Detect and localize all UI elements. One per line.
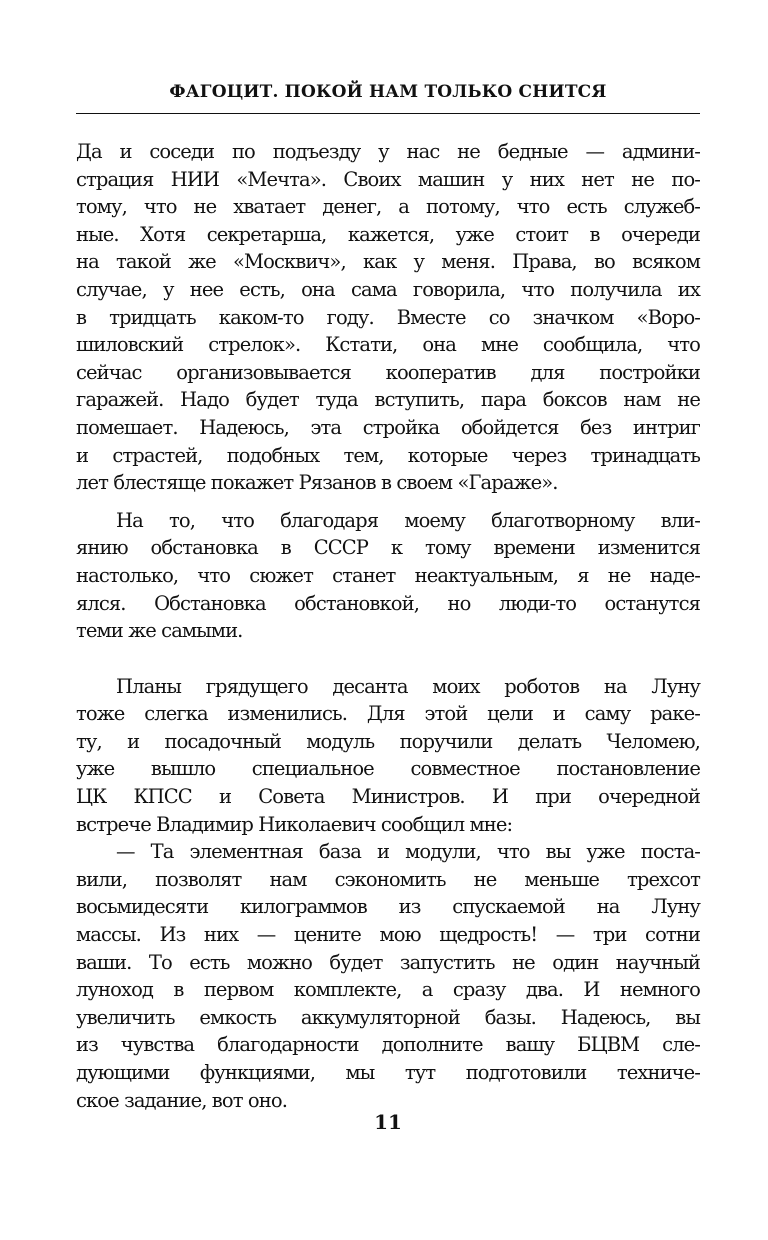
text-line: — Та элементная база и модули, что вы уже поста- — [116, 840, 700, 864]
paragraph-3 — [76, 673, 700, 839]
text-line: ское задание, вот оно. — [76, 1088, 287, 1112]
text-line: сейчас организовывается кооператив для постройки — [76, 360, 700, 384]
text-line: Планы грядущего десанта моих роботов на Луну — [116, 674, 700, 698]
text-line: ту, и посадочный модуль поручили делать Челомею, — [76, 729, 700, 753]
text-line: луноход в первом комплекте, а сразу два. И немного — [76, 978, 700, 1002]
text-line: теми же самыми. — [76, 619, 243, 643]
text-line: шиловский стрелок». Кстати, она мне сообщила, что — [76, 333, 700, 357]
paragraph-4 — [76, 838, 700, 1114]
text-line: встрече Владимир Николаевич сообщил мне: — [76, 812, 513, 836]
text-line: увеличить емкость аккумуляторной базы. Надеюсь, вы — [76, 1005, 700, 1029]
text-line: гаражей. Надо будет туда вступить, пара боксов нам не — [76, 388, 700, 412]
text-line: страция НИИ «Мечта». Своих машин у них нет не по- — [76, 167, 700, 191]
text-line: ные. Хотя секретарша, кажется, уже стоит в очереди — [76, 222, 700, 246]
text-line: тоже слегка изменились. Для этой цели и саму раке- — [76, 702, 700, 726]
text-line: восьмидесяти килограммов из спускаемой на Луну — [76, 895, 700, 919]
text-line: массы. Из них — цените мою щедрость! — три сотни — [76, 923, 700, 947]
text-line: дующими функциями, мы тут подготовили техниче- — [76, 1061, 700, 1084]
text-line: вили, позволят нам сэкономить не меньше трехсот — [76, 867, 700, 891]
text-line: из чувства благодарности дополните вашу БЦВМ сле- — [76, 1033, 700, 1057]
text-line: уже вышло специальное совместное постановление — [76, 757, 700, 781]
text-line: янию обстановка в СССР к тому времени изменится — [76, 536, 700, 560]
section-break — [76, 645, 700, 673]
text-line: тому, что не хватает денег, а потому, что есть служеб- — [76, 195, 700, 219]
text-line: случае, у нее есть, она сама говорила, что получила их — [76, 277, 700, 301]
page-number: 11 — [374, 1110, 402, 1134]
text-line: в тридцать каком-то году. Вместе со значком «Воро- — [76, 305, 700, 329]
text-line: настолько, что сюжет станет неактуальным, я не наде- — [76, 563, 700, 587]
text-line: помешает. Надеюсь, эта стройка обойдется без интриг — [76, 415, 700, 439]
text-line: на такой же «Москвич», как у меня. Права, во всяком — [76, 250, 700, 274]
body-text — [76, 138, 700, 1114]
paragraph-spacer — [76, 497, 700, 507]
text-line: На то, что благодаря моему благотворному вли- — [116, 508, 700, 532]
text-line: ЦК КПСС и Совета Министров. И при очередной — [76, 785, 700, 809]
header-rule — [76, 113, 700, 114]
text-line: ваши. То есть можно будет запустить не один научный — [76, 950, 700, 974]
paragraph-2 — [76, 507, 700, 645]
text-line: Да и соседи по подъезду у нас не бедные — админи- — [76, 140, 700, 163]
text-line: и страстей, подобных тем, которые через тринадцать — [76, 443, 700, 467]
book-page — [76, 0, 700, 1240]
text-line: лет блестяще покажет Рязанов в своем «Гараже». — [76, 471, 558, 495]
paragraph-1 — [76, 138, 700, 497]
text-line: ялся. Обстановка обстановкой, но люди-то останутся — [76, 591, 700, 615]
running-header: ФАГОЦИТ. ПОКОЙ НАМ ТОЛЬКО СНИТСЯ — [169, 82, 607, 102]
